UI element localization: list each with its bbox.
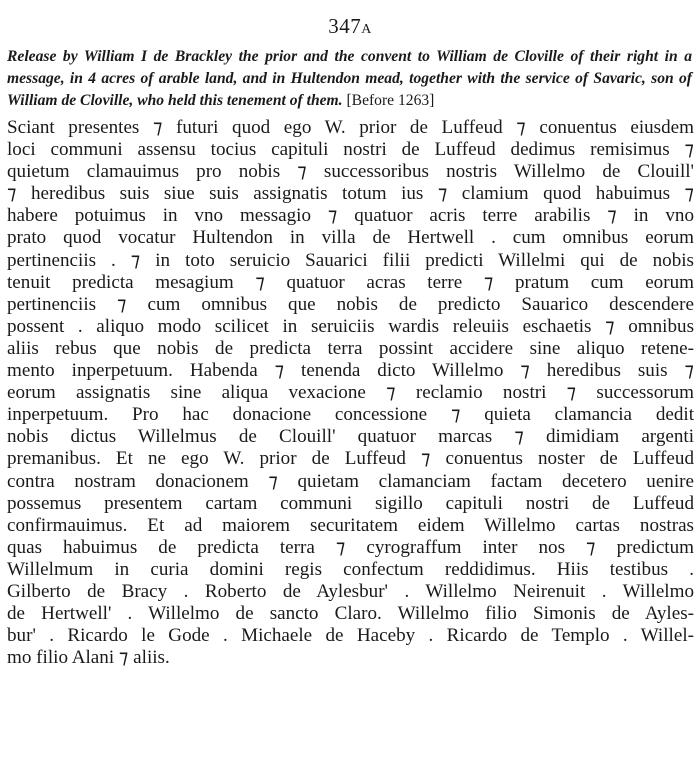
body-line: possemus presentem cartam communi sigillo capituli nostri de Luffeud [7,492,694,514]
body-line: quas habuimus de predicta terra ⁊ cyrograffum inter nos ⁊ predictum [7,536,694,558]
body-line: eorum assignatis sine aliqua vexacione ⁊ reclamio nostri ⁊ successorum [7,382,694,404]
body-line: habere potuimus in vno messagio ⁊ quatuor acris terre arabilis ⁊ in vno [7,205,694,227]
body-line: confirmauimus. Et ad maiorem securitatem eidem Willelmo cartas nostras [7,514,694,536]
summary-text: Release by William I de Brackley the prior and the convent to William de Cloville of their right in a message, in 4 acres of arable land, and in Hultendon mead, together with the service of Savaric, son of William de Cloville, who held this tenement of them. [7,48,692,109]
body-line: loci communi assensu tocius capituli nostri de Luffeud dedimus remisimus ⁊ [7,139,694,161]
body-line: quietum clamauimus pro nobis ⁊ successoribus nostris Willelmo de Clouill' [7,161,694,183]
charter-summary [7,46,692,112]
body-line: Gilberto de Bracy . Roberto de Aylesbur' . Willelmo Neirenuit . Willelmo [7,580,694,602]
body-line: pertinenciis ⁊ cum omnibus que nobis de predicto Sauarico descendere [7,293,694,315]
body-line: inperpetuum. Pro hac donacione concessione ⁊ quieta clamancia dedit [7,404,694,426]
body-line: possent . aliquo modo scilicet in seruiciis wardis releuiis eschaetis ⁊ omnibus [7,315,694,337]
charter-number [0,14,700,42]
body-line: bur' . Ricardo le Gode . Michaele de Haceby . Ricardo de Templo . Willel- [7,625,694,647]
body-line: prato quod vocatur Hultendon in villa de Hertwell . cum omnibus eorum [7,227,694,249]
charter-number-suffix: A [361,22,372,37]
summary-date: [Before 1263] [346,92,435,109]
body-line: mento inperpetuum. Habenda ⁊ tenenda dicto Willelmo ⁊ heredibus suis ⁊ [7,360,694,382]
body-line: aliis rebus que nobis de predicta terra possint accidere sine aliquo retene- [7,337,694,359]
body-line: pertinenciis . ⁊ in toto seruicio Sauarici filii predicti Willelmi qui de nobis [7,249,694,271]
body-line: tenuit predicta mesagium ⁊ quatuor acras terre ⁊ pratum cum eorum [7,271,694,293]
charter-body [7,117,694,669]
body-line: de Hertwell' . Willelmo de sancto Claro. Willelmo filio Simonis de Ayles- [7,603,694,625]
body-line: premanibus. Et ne ego W. prior de Luffeud ⁊ conuentus noster de Luffeud [7,448,694,470]
charter-number-value: 347 [328,14,362,38]
body-line: nobis dictus Willelmus de Clouill' quatuor marcas ⁊ dimidiam argenti [7,426,694,448]
body-line: Sciant presentes ⁊ futuri quod ego W. prior de Luffeud ⁊ conuentus eiusdem [7,117,694,138]
body-line: contra nostram donacionem ⁊ quietam clamanciam factam decetero uenire [7,470,694,492]
body-line: Willelmum in curia domini regis confectum reddidimus. Hiis testibus . [7,558,694,580]
body-line: mo filio Alani ⁊ aliis. [7,647,170,669]
body-line: ⁊ heredibus suis siue suis assignatis totum ius ⁊ clamium quod habuimus ⁊ [7,183,694,205]
